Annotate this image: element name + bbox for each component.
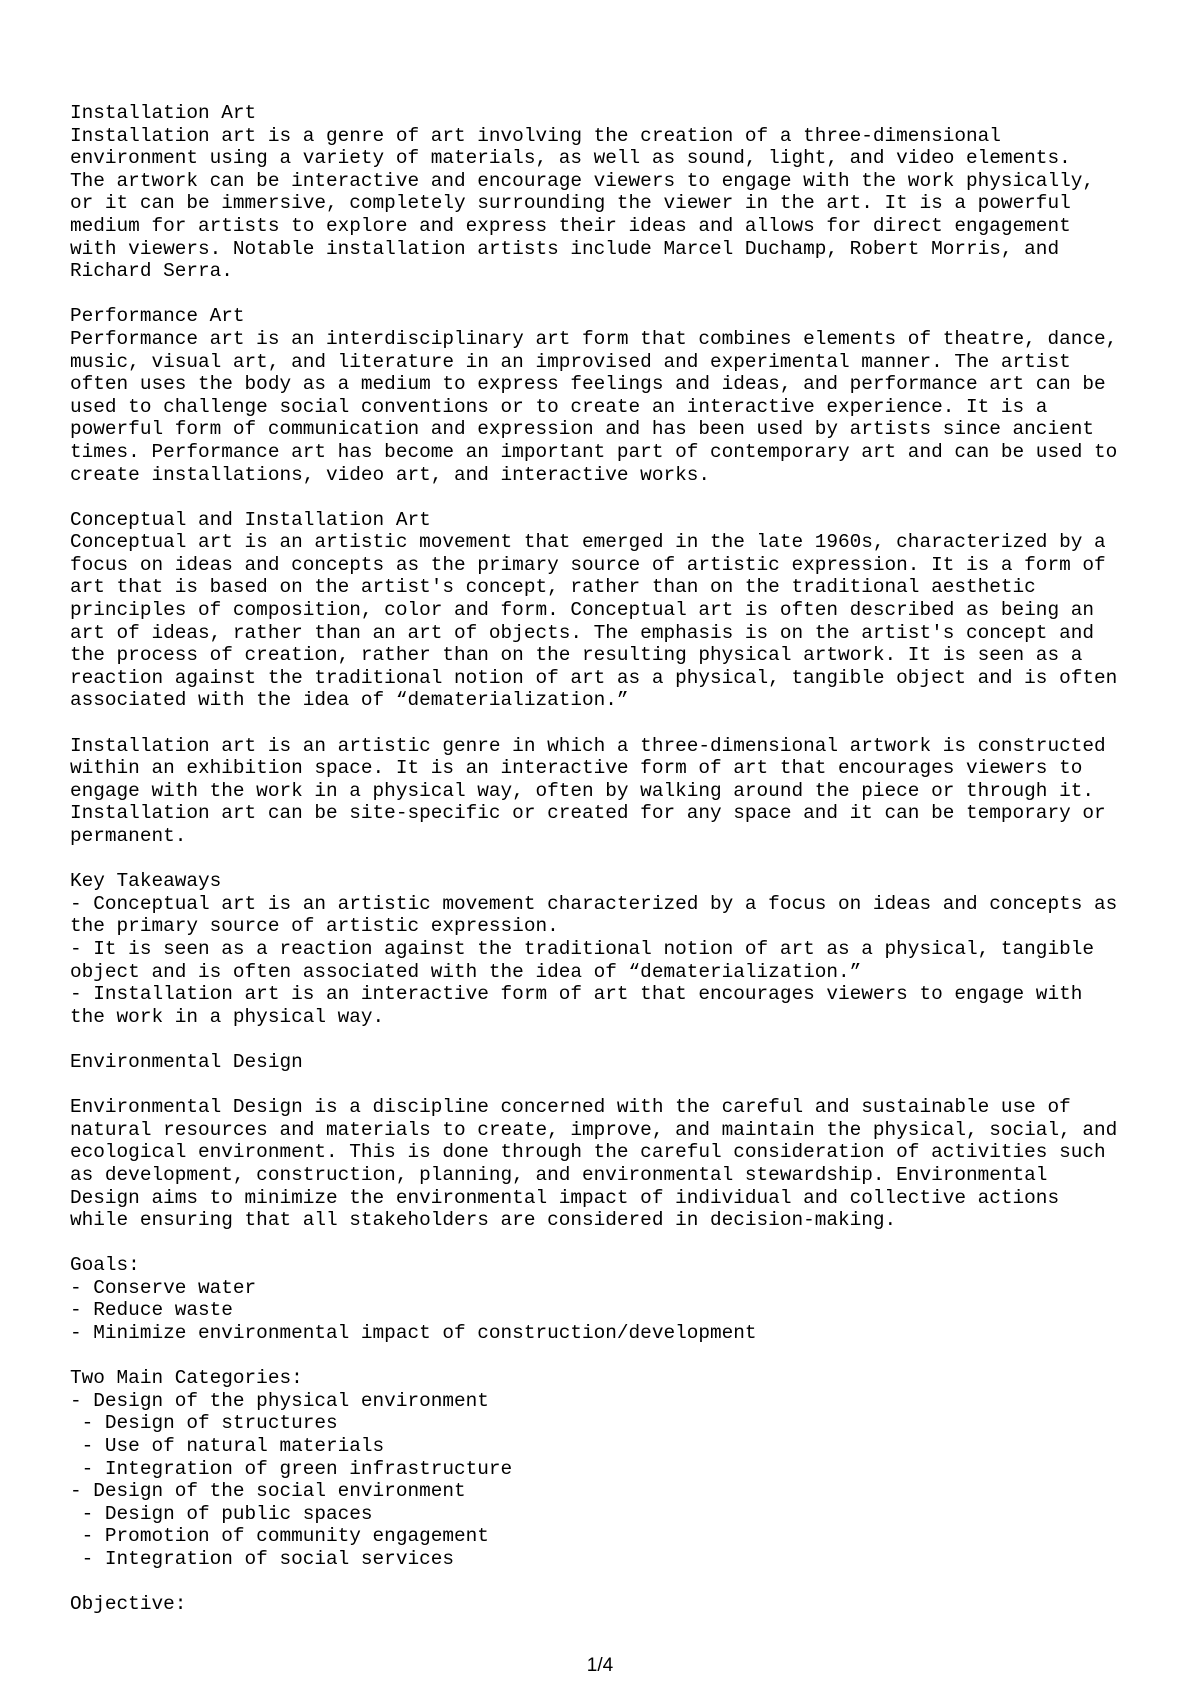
text-line: Design aims to minimize the environmental impact of individual and collective actions <box>70 1186 1060 1209</box>
text-line: - It is seen as a reaction against the traditional notion of art as a physical, tangible <box>70 937 1094 960</box>
blank-line <box>70 1074 1180 1097</box>
page-number: 1/4 <box>586 1655 614 1676</box>
text-line: or it can be immersive, completely surrounding the viewer in the art. It is a powerful <box>70 192 1071 215</box>
document-body <box>70 102 1180 1616</box>
text-line: the work in a physical way. <box>70 1005 385 1028</box>
text-line: Performance Art <box>70 305 245 328</box>
text-line: Environmental Design is a discipline concerned with the careful and sustainable use of <box>70 1096 1071 1119</box>
text-line: the primary source of artistic expression. <box>70 915 559 938</box>
text-line: Installation art is an artistic genre in which a three-dimensional artwork is constructed <box>70 734 1106 757</box>
text-line: while ensuring that all stakeholders are considered in decision-making. <box>70 1209 897 1232</box>
text-line: Installation Art <box>70 102 257 124</box>
text-line: ecological environment. This is done through the careful consideration of activities such <box>70 1141 1106 1164</box>
text-line: - Minimize environmental impact of construction/development <box>70 1322 757 1345</box>
text-line: - Promotion of community engagement <box>70 1525 489 1548</box>
text-line: Key Takeaways <box>70 870 222 893</box>
text-line: reaction against the traditional notion of art as a physical, tangible object and is often <box>70 666 1118 689</box>
text-line: Environmental Design <box>70 1050 303 1073</box>
text-line: principles of composition, color and form. Conceptual art is often described as being an <box>70 599 1094 622</box>
text-line: medium for artists to explore and express their ideas and allows for direct engagement <box>70 214 1071 237</box>
blank-line <box>70 1571 1180 1594</box>
text-line: Goals: <box>70 1254 140 1277</box>
blank-line <box>70 1028 1180 1051</box>
text-line: permanent. <box>70 825 187 847</box>
text-line: - Integration of social services <box>70 1548 454 1570</box>
text-line: environment using a variety of materials, as well as sound, light, and video elements. <box>70 147 1071 170</box>
text-line: - Design of the social environment <box>70 1480 466 1503</box>
blank-line <box>70 283 1180 306</box>
text-line: Conceptual art is an artistic movement that emerged in the late 1960s, characterized by a <box>70 531 1106 554</box>
text-line: as development, construction, planning, and environmental stewardship. Environmental <box>70 1163 1048 1186</box>
text-line: focus on ideas and concepts as the primary source of artistic expression. It is a form of <box>70 553 1106 576</box>
blank-line <box>70 848 1180 871</box>
text-line: Installation art is a genre of art involving the creation of a three-dimensional <box>70 124 1001 147</box>
text-line: Conceptual and Installation Art <box>70 508 431 531</box>
blank-line <box>70 1345 1180 1368</box>
text-line: music, visual art, and literature in an improvised and experimental manner. The artist <box>70 350 1071 373</box>
text-line: art of ideas, rather than an art of objects. The emphasis is on the artist's concept and <box>70 621 1094 644</box>
text-line: - Use of natural materials <box>70 1435 385 1458</box>
text-line: Performance art is an interdisciplinary art form that combines elements of theatre, dance, <box>70 327 1118 350</box>
text-line: The artwork can be interactive and encourage viewers to engage with the work physically, <box>70 169 1094 192</box>
blank-line <box>70 486 1180 509</box>
text-line: - Integration of green infrastructure <box>70 1457 513 1480</box>
text-line: powerful form of communication and expression and has been used by artists since ancient <box>70 418 1094 441</box>
text-line: Objective: <box>70 1593 187 1616</box>
text-line: art that is based on the artist's concept, rather than on the traditional aesthetic <box>70 576 1036 599</box>
text-line: - Reduce waste <box>70 1299 233 1322</box>
text-line: natural resources and materials to create, improve, and maintain the physical, social, and <box>70 1118 1118 1141</box>
text-line: - Design of the physical environment <box>70 1389 489 1412</box>
blank-line <box>70 1232 1180 1255</box>
text-line: - Conceptual art is an artistic movement characterized by a focus on ideas and concepts as <box>70 892 1118 915</box>
text-line: often uses the body as a medium to express feelings and ideas, and performance art can be <box>70 373 1106 396</box>
text-line: object and is often associated with the idea of “dematerialization.” <box>70 960 862 983</box>
blank-line <box>70 712 1180 735</box>
text-line: - Design of public spaces <box>70 1502 373 1525</box>
text-line: - Design of structures <box>70 1412 338 1435</box>
text-line: create installations, video art, and interactive works. <box>70 463 710 486</box>
text-line: engage with the work in a physical way, often by walking around the piece or through it. <box>70 779 1094 802</box>
text-line: the process of creation, rather than on the resulting physical artwork. It is seen as a <box>70 644 1083 667</box>
text-line: used to challenge social conventions or to create an interactive experience. It is a <box>70 395 1048 418</box>
text-line: times. Performance art has become an important part of contemporary art and can be used to <box>70 440 1118 463</box>
text-line: Richard Serra. <box>70 260 233 283</box>
text-line: associated with the idea of “dematerialization.” <box>70 689 629 712</box>
text-line: Two Main Categories: <box>70 1367 303 1390</box>
text-line: within an exhibition space. It is an interactive form of art that encourages viewers to <box>70 757 1083 780</box>
text-line: Installation art can be site-specific or created for any space and it can be temporary or <box>70 802 1106 825</box>
text-line: - Conserve water <box>70 1276 257 1299</box>
text-line: with viewers. Notable installation artists include Marcel Duchamp, Robert Morris, and <box>70 237 1060 260</box>
text-line: - Installation art is an interactive form of art that encourages viewers to engage with <box>70 983 1083 1006</box>
